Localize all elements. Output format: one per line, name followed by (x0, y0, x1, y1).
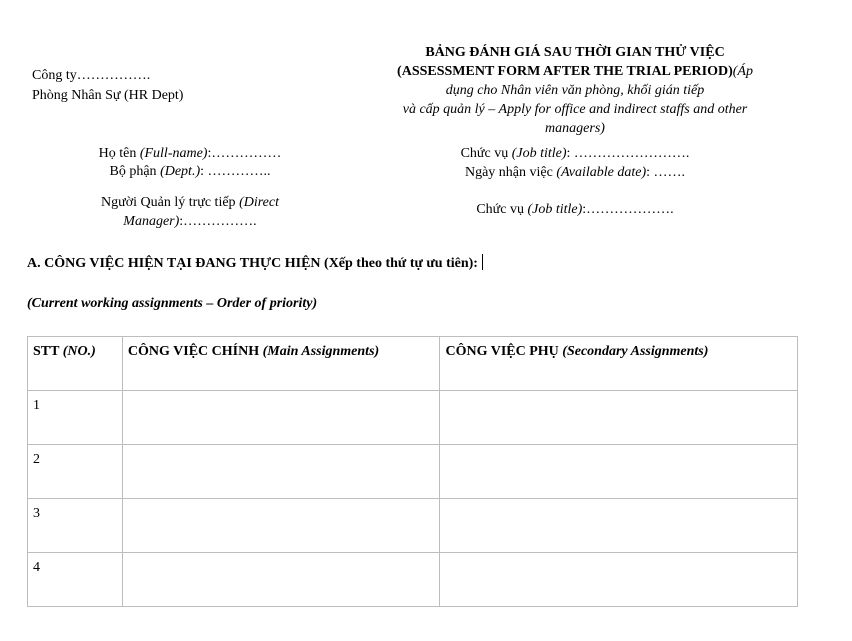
secondary-assignment-cell[interactable] (440, 499, 798, 553)
section-a-subheading (27, 296, 627, 312)
manager-dots[interactable]: :……………. (179, 214, 257, 229)
secondary-assignment-cell[interactable] (440, 391, 798, 445)
row-number: 3 (28, 499, 123, 553)
table-row (28, 499, 798, 553)
fullname-en: (Full-name) (139, 146, 208, 161)
jobtitle-dots[interactable]: : ……………………. (566, 146, 690, 161)
table-row (28, 391, 798, 445)
title-en: (ASSESSMENT FORM AFTER THE TRIAL PERIOD) (397, 64, 733, 79)
assignments-table (27, 336, 798, 607)
table-row (28, 445, 798, 499)
hr-dept-line (32, 88, 252, 104)
dept-field (40, 164, 340, 180)
header-stt (28, 337, 123, 391)
header-main (122, 337, 440, 391)
section-a-heading (27, 254, 827, 272)
row-number: 4 (28, 553, 123, 607)
header-main-en: (Main Assignments) (262, 344, 380, 359)
table-header-row (28, 337, 798, 391)
table-row (28, 553, 798, 607)
date-label: Ngày nhận việc (464, 165, 557, 180)
fullname-label: Họ tên (98, 146, 140, 161)
dept-en: (Dept.) (160, 164, 201, 179)
header-secondary-vn: CÔNG VIỆC PHỤ (445, 344, 563, 359)
jobtitle2-label: Chức vụ (476, 202, 528, 217)
secondary-assignment-cell[interactable] (440, 445, 798, 499)
main-assignment-cell[interactable] (122, 391, 440, 445)
title-apply-4: managers) (545, 121, 605, 136)
fullname-field (40, 146, 340, 162)
company-line (32, 68, 232, 84)
section-a-en: (Current working assignments – Order of priority) (27, 296, 318, 311)
dept-label: Bộ phận (109, 164, 161, 179)
section-a-title: A. CÔNG VIỆC HIỆN TẠI ĐANG THỰC HIỆN (Xếp theo thứ tự ưu tiên): (27, 256, 478, 271)
jobtitle-field (420, 146, 730, 162)
jobtitle-en: (Job title) (511, 146, 567, 161)
jobtitle2-dots[interactable]: :………………. (582, 202, 674, 217)
main-assignment-cell[interactable] (122, 499, 440, 553)
header-secondary-en: (Secondary Assignments) (562, 344, 709, 359)
header-secondary (440, 337, 798, 391)
header-stt-en: (NO.) (62, 344, 96, 359)
main-assignment-cell[interactable] (122, 553, 440, 607)
jobtitle-label: Chức vụ (460, 146, 512, 161)
jobtitle2-field (420, 202, 730, 218)
manager-en-2: Manager) (123, 214, 180, 229)
company-label: Công ty……………. (32, 68, 151, 83)
fullname-dots[interactable]: :…………… (207, 146, 282, 161)
title-apply-1: (Áp (732, 64, 753, 79)
date-en: (Available date) (556, 165, 647, 180)
form-title (345, 43, 805, 138)
hr-dept-label: Phòng Nhân Sự (HR Dept) (32, 88, 184, 103)
manager-en-1: (Direct (239, 195, 279, 210)
dept-dots[interactable]: : ………….. (200, 164, 271, 179)
date-dots[interactable]: : ……. (646, 165, 686, 180)
manager-field (40, 193, 340, 231)
manager-label: Người Quản lý trực tiếp (101, 195, 240, 210)
title-apply-2: dụng cho Nhân viên văn phòng, khối gián tiếp (445, 83, 705, 98)
row-number: 2 (28, 445, 123, 499)
title-en-line (345, 62, 805, 81)
secondary-assignment-cell[interactable] (440, 553, 798, 607)
main-assignment-cell[interactable] (122, 445, 440, 499)
title-vn: BẢNG ĐÁNH GIÁ SAU THỜI GIAN THỬ VIỆC (425, 45, 725, 60)
available-date-field (420, 165, 730, 181)
text-cursor (482, 254, 484, 270)
header-stt-vn: STT (33, 344, 63, 359)
row-number: 1 (28, 391, 123, 445)
header-main-vn: CÔNG VIỆC CHÍNH (127, 344, 263, 359)
jobtitle2-en: (Job title) (527, 202, 583, 217)
title-apply-3: và cấp quản lý – Apply for office and indirect staffs and other (402, 102, 748, 117)
